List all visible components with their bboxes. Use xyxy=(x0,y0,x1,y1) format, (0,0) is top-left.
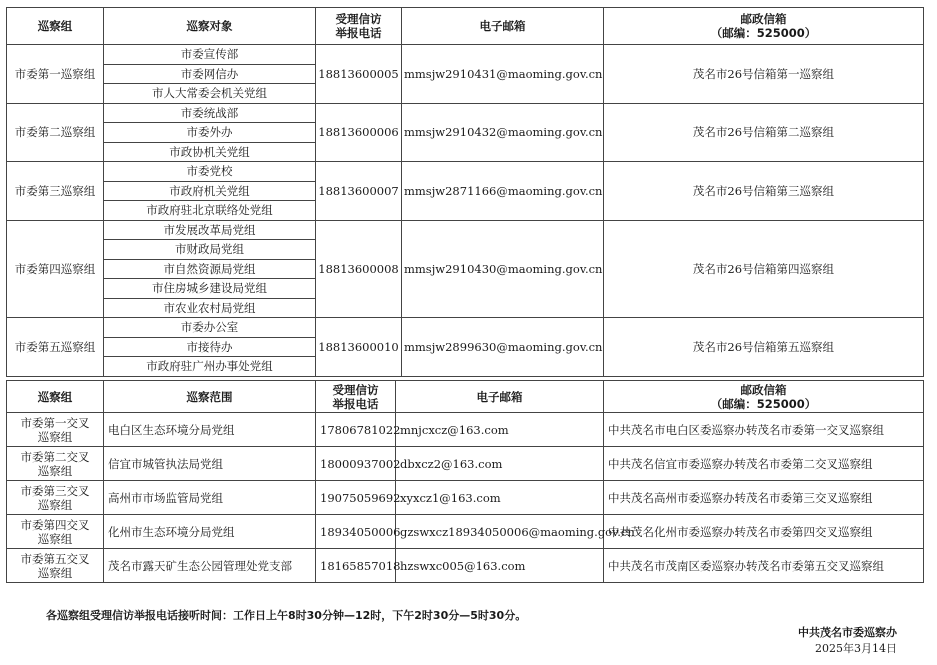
email-address: mmsjw2871166@maoming.gov.cn xyxy=(402,162,604,221)
header-mailbox: 邮政信箱 （邮编：525000） xyxy=(604,8,924,45)
header-group: 巡察组 xyxy=(7,8,104,45)
inspection-target: 市发展改革局党组 xyxy=(104,220,316,240)
email-address: hzswxc005@163.com xyxy=(396,549,604,583)
group-name: 市委第五巡察组 xyxy=(7,318,104,377)
group-name: 市委第二交叉 巡察组 xyxy=(7,447,104,481)
group-name: 市委第五交叉 巡察组 xyxy=(7,549,104,583)
header-email: 电子邮箱 xyxy=(396,381,604,413)
group-name: 市委第三巡察组 xyxy=(7,162,104,221)
inspection-target: 市财政局党组 xyxy=(104,240,316,260)
inspection-groups-body xyxy=(7,45,924,377)
inspection-scope: 电白区生态环境分局党组 xyxy=(104,413,316,447)
header-mailbox: 邮政信箱 （邮编：525000） xyxy=(604,381,924,413)
inspection-target: 市政府机关党组 xyxy=(104,181,316,201)
table-row xyxy=(7,549,924,583)
table-row xyxy=(7,515,924,549)
hotline-phone: 18934050006 xyxy=(316,515,396,549)
inspection-target: 市人大常委会机关党组 xyxy=(104,84,316,104)
inspection-scope: 茂名市露天矿生态公园管理处党支部 xyxy=(104,549,316,583)
table-row xyxy=(7,45,924,65)
inspection-target: 市自然资源局党组 xyxy=(104,259,316,279)
group-name: 市委第四交叉 巡察组 xyxy=(7,515,104,549)
issuer-org: 中共茂名市委巡察办 xyxy=(798,626,897,639)
hotline-phone: 18813600007 xyxy=(316,162,402,221)
hotline-phone: 18813600010 xyxy=(316,318,402,377)
hotline-phone: 18813600008 xyxy=(316,220,402,318)
inspection-scope: 化州市生态环境分局党组 xyxy=(104,515,316,549)
table-header-row xyxy=(7,8,924,45)
inspection-target: 市委办公室 xyxy=(104,318,316,338)
inspection-target: 市委党校 xyxy=(104,162,316,182)
group-name: 市委第四巡察组 xyxy=(7,220,104,318)
inspection-target: 市接待办 xyxy=(104,337,316,357)
postal-mailbox: 茂名市26号信箱第五巡察组 xyxy=(604,318,924,377)
email-address: mmsjw2899630@maoming.gov.cn xyxy=(402,318,604,377)
hotline-phone: 18165857018 xyxy=(316,549,396,583)
email-address: mmsjw2910431@maoming.gov.cn xyxy=(402,45,604,104)
hotline-phone: 19075059692 xyxy=(316,481,396,515)
inspection-target: 市住房城乡建设局党组 xyxy=(104,279,316,299)
email-address: mmsjw2910432@maoming.gov.cn xyxy=(402,103,604,162)
group-name: 市委第三交叉 巡察组 xyxy=(7,481,104,515)
inspection-target: 市政府驻北京联络处党组 xyxy=(104,201,316,221)
inspection-target: 市委统战部 xyxy=(104,103,316,123)
postal-mailbox: 茂名市26号信箱第一巡察组 xyxy=(604,45,924,104)
postal-mailbox: 茂名市26号信箱第三巡察组 xyxy=(604,162,924,221)
inspection-groups-table xyxy=(6,7,924,377)
header-phone: 受理信访 举报电话 xyxy=(316,8,402,45)
table-row xyxy=(7,318,924,338)
cross-inspection-table xyxy=(6,380,924,583)
hotline-phone: 17806781022 xyxy=(316,413,396,447)
email-address: mnjcxcz@163.com xyxy=(396,413,604,447)
hotline-notice: 各巡察组受理信访举报电话接听时间：工作日上午8时30分钟—12时，下午2时30分—5时30分。 xyxy=(46,609,527,622)
email-address: xyxcz1@163.com xyxy=(396,481,604,515)
table-row xyxy=(7,220,924,240)
group-name: 市委第一巡察组 xyxy=(7,45,104,104)
table-header-row xyxy=(7,381,924,413)
postal-mailbox: 中共茂名化州市委巡察办转茂名市委第四交叉巡察组 xyxy=(604,515,924,549)
inspection-target: 市委宣传部 xyxy=(104,45,316,65)
hotline-phone: 18813600005 xyxy=(316,45,402,104)
postal-mailbox: 中共茂名信宜市委巡察办转茂名市委第二交叉巡察组 xyxy=(604,447,924,481)
inspection-target: 市政府驻广州办事处党组 xyxy=(104,357,316,377)
inspection-scope: 信宜市城管执法局党组 xyxy=(104,447,316,481)
inspection-target: 市政协机关党组 xyxy=(104,142,316,162)
inspection-scope: 高州市市场监管局党组 xyxy=(104,481,316,515)
header-scope: 巡察范围 xyxy=(104,381,316,413)
email-address: dbxcz2@163.com xyxy=(396,447,604,481)
email-address: mmsjw2910430@maoming.gov.cn xyxy=(402,220,604,318)
postal-mailbox: 中共茂名市电白区委巡察办转茂名市委第一交叉巡察组 xyxy=(604,413,924,447)
header-target: 巡察对象 xyxy=(104,8,316,45)
hotline-phone: 18000937002 xyxy=(316,447,396,481)
cross-inspection-body xyxy=(7,413,924,583)
header-email: 电子邮箱 xyxy=(402,8,604,45)
inspection-target: 市委外办 xyxy=(104,123,316,143)
postal-mailbox: 中共茂名市茂南区委巡察办转茂名市委第五交叉巡察组 xyxy=(604,549,924,583)
hotline-phone: 18813600006 xyxy=(316,103,402,162)
group-name: 市委第一交叉 巡察组 xyxy=(7,413,104,447)
issue-date: 2025年3月14日 xyxy=(815,642,897,655)
header-group: 巡察组 xyxy=(7,381,104,413)
table-row xyxy=(7,162,924,182)
table-row xyxy=(7,103,924,123)
group-name: 市委第二巡察组 xyxy=(7,103,104,162)
postal-mailbox: 中共茂名高州市委巡察办转茂名市委第三交叉巡察组 xyxy=(604,481,924,515)
inspection-target: 市农业农村局党组 xyxy=(104,298,316,318)
table-row xyxy=(7,413,924,447)
table-row xyxy=(7,481,924,515)
table-row xyxy=(7,447,924,481)
inspection-target: 市委网信办 xyxy=(104,64,316,84)
email-address: gzswxcz18934050006@maoming.gov.cn xyxy=(396,515,604,549)
postal-mailbox: 茂名市26号信箱第四巡察组 xyxy=(604,220,924,318)
header-phone: 受理信访 举报电话 xyxy=(316,381,396,413)
postal-mailbox: 茂名市26号信箱第二巡察组 xyxy=(604,103,924,162)
